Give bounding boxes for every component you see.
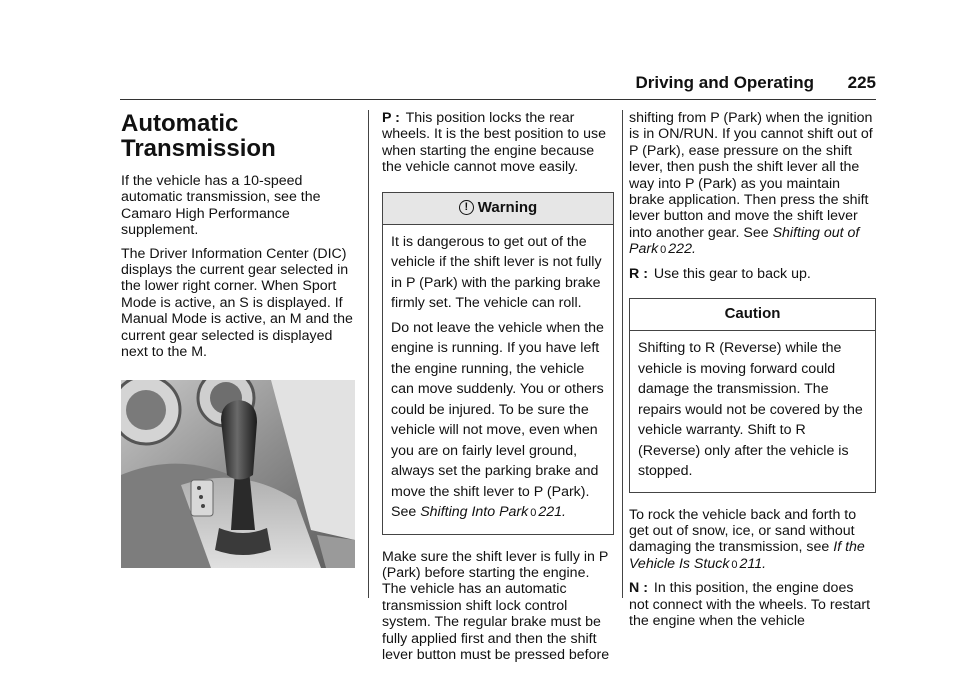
caution-header bbox=[630, 299, 875, 331]
warning-paragraph: Do not leave the vehicle when the engine is running. If you have left the engine running, the vehicle can move suddenly. You or others could be injured. To be sure the vehicle will not move, even when you are on fairly level ground, always set the parking brake and move the shift lever to P (Park). See Shifting Into Park 0 221. bbox=[391, 319, 604, 521]
page-header bbox=[120, 70, 876, 100]
warning-body bbox=[383, 225, 613, 534]
paragraph: The Driver Information Center (DIC) displays the current gear selected in the lower right corner. When Sport Mode is active, an S is displayed. If Manual Mode is active, an M and the current gear selected is displayed next to the M. bbox=[121, 245, 353, 361]
column-1 bbox=[121, 110, 356, 568]
page-arrow-icon: 0 bbox=[660, 244, 667, 257]
page-arrow-icon: 0 bbox=[731, 558, 738, 571]
paragraph: shifting from P (Park) when the ignition is in ON/RUN. If you cannot shift out of P (Park), ease pressure on the shift lever, then push the shift lever all the way into P (Park) as you maintain brake application. Then press the shift lever button and move the shift lever into another gear. See Shifting out of Park 0 222. bbox=[629, 110, 873, 258]
column-divider bbox=[368, 110, 369, 598]
page-reference[interactable]: 222 bbox=[668, 241, 692, 258]
gear-label-r: R : bbox=[629, 265, 648, 282]
page-arrow-icon: 0 bbox=[530, 507, 537, 520]
caution-paragraph: Shifting to R (Reverse) while the vehicle is moving forward could damage the transmission. The repairs would not be covered by the vehicle warranty. Shift to R (Reverse) only after the vehicle is stopped. bbox=[638, 340, 863, 480]
caution-body bbox=[630, 331, 875, 492]
paragraph-neutral: N : In this position, the engine does not connect with the wheels. To restart the engine when the vehicle bbox=[629, 580, 871, 629]
cross-reference-link[interactable]: Shifting Into Park bbox=[420, 504, 529, 521]
warning-icon: ! bbox=[459, 200, 474, 215]
column-divider bbox=[622, 110, 623, 598]
shift-lever-illustration bbox=[121, 380, 355, 568]
page-reference[interactable]: 221 bbox=[538, 504, 563, 521]
warning-title: Warning bbox=[477, 198, 538, 216]
section-heading: Automatic Transmission bbox=[121, 110, 276, 162]
paragraph-park: P : This position locks the rear wheels. It is the best position to use when starting the engine because the vehicle cannot move easily. bbox=[382, 110, 606, 176]
warning-paragraph: It is dangerous to get out of the vehicle if the shift lever is not fully in P (Park) with the parking brake firmly set. The vehicle can roll. bbox=[391, 233, 602, 312]
shift-lever-photo bbox=[121, 380, 355, 568]
caution-title: Caution bbox=[724, 305, 781, 323]
paragraph: If the vehicle has a 10-speed automatic transmission, see the Camaro High Performance supplement. bbox=[121, 173, 321, 239]
gear-label-p: P : bbox=[382, 110, 400, 126]
paragraph: Make sure the shift lever is fully in P (Park) before starting the engine. The vehicle has an automatic transmission shift lock control system. The regular brake must be fully applied first and then the shift lever button must be pressed before bbox=[382, 548, 610, 664]
column-3 bbox=[629, 110, 876, 636]
caution-box bbox=[629, 298, 876, 493]
paragraph-reverse: R : Use this gear to back up. bbox=[629, 265, 811, 282]
gear-label-n: N : bbox=[629, 580, 648, 597]
paragraph: To rock the vehicle back and forth to get out of snow, ice, or sand without damaging the transmission, see If the Vehicle Is Stuck 0 211. bbox=[629, 506, 865, 572]
warning-box bbox=[382, 192, 614, 535]
page-number: 225 bbox=[847, 73, 876, 92]
cross-reference-link[interactable]: Shifting out of Park bbox=[629, 224, 860, 258]
column-2 bbox=[382, 110, 614, 670]
header-rule bbox=[120, 99, 876, 100]
page-reference[interactable]: 211 bbox=[739, 555, 763, 572]
cross-reference-link[interactable]: If the Vehicle Is Stuck bbox=[629, 539, 865, 572]
warning-header bbox=[383, 193, 613, 225]
section-title: Driving and Operating bbox=[635, 73, 814, 92]
